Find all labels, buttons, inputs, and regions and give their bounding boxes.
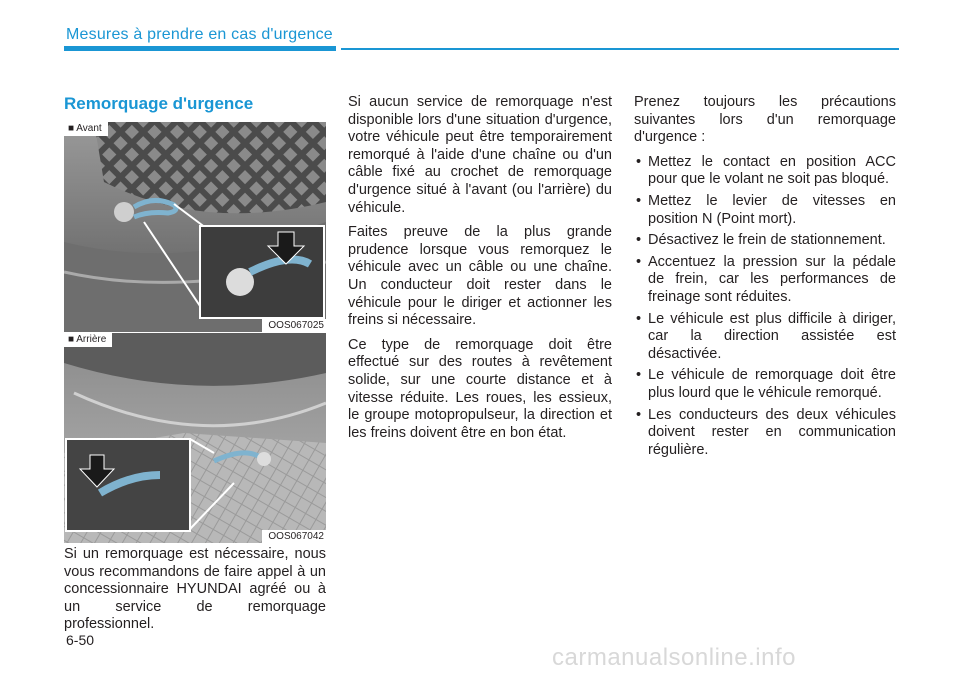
figure-code-rear: OOS067042 [262, 530, 326, 543]
front-tow-hook-illustration [64, 122, 326, 332]
list-item: • Le véhicule de remorquage doit être plus lourd que le véhicule remorqué. [634, 367, 896, 402]
watermark: carmanualsonline.info [552, 644, 796, 671]
figure-label-front: ■ Avant [64, 122, 108, 136]
section-title: Remorquage d'urgence [64, 94, 254, 113]
precautions-list [634, 154, 896, 460]
figure-label-rear: ■ Arrière [64, 333, 112, 347]
list-item: • Accentuez la pression sur la pédale de frein, car les performances de freinage sont réduites. [634, 254, 896, 307]
list-item: • Les conducteurs des deux véhicules doivent rester en communication régulière. [634, 407, 896, 460]
column-left-text [64, 546, 326, 641]
front-bumper-drawing [64, 122, 326, 332]
chapter-title: Mesures à prendre en cas d'urgence [66, 26, 333, 43]
paragraph: Si un remorquage est nécessaire, nous vous recommandons de faire appel à un concessionnaire HYUNDAI agréé ou à un service de remorquage professionnel. [64, 546, 326, 633]
figure-code-front: OOS067025 [262, 319, 326, 332]
list-item: • Le véhicule est plus difficile à diriger, car la direction assistée est désactivée. [634, 311, 896, 364]
column-right-text [634, 94, 896, 463]
header-rule-thick [64, 46, 336, 51]
list-item: • Mettez le contact en position ACC pour que le volant ne soit pas bloqué. [634, 154, 896, 189]
page-number: 6-50 [66, 632, 95, 648]
list-item: • Mettez le levier de vitesses en position N (Point mort). [634, 193, 896, 228]
paragraph: Si aucun service de remorquage n'est disponible lors d'une situation d'urgence, votre véhicule peut être temporairement remorqué à l'aide d'une chaîne ou d'un câble fixé au crochet de remorquage d'urgence situé à l'avant (ou l'arrière) du véhicule. [348, 94, 612, 216]
paragraph: Faites preuve de la plus grande prudence lorsque vous remorquez le véhicule avec un câble ou une chaîne. Un conducteur doit rester dans le véhicule pour le diriger et actionner les freins si nécessaire. [348, 224, 612, 329]
list-item: • Désactivez le frein de stationnement. [634, 232, 896, 250]
header-rule-thin [341, 48, 899, 50]
paragraph: Ce type de remorquage doit être effectué sur des routes à revêtement solide, sur une courte distance et à vitesse réduite. Les roues, les essieux, le groupe motopropulseur, la direction et les freins doivent être en bon état. [348, 336, 612, 441]
column-middle-text [348, 94, 612, 449]
paragraph-intro: Prenez toujours les précautions suivantes lors d'un remorquage d'urgence : [634, 94, 896, 146]
rear-bumper-drawing [64, 333, 326, 543]
rear-tow-hook-illustration [64, 333, 326, 543]
